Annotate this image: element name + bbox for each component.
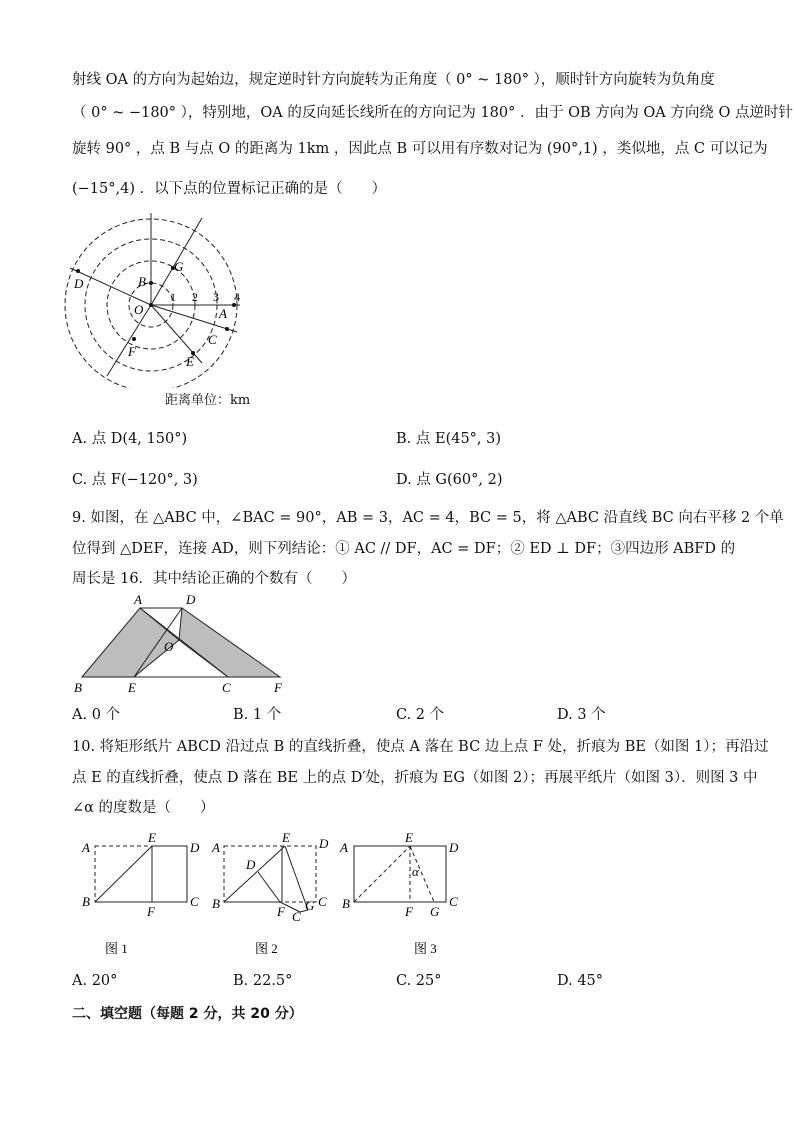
fig2-label-a: A (212, 840, 220, 855)
label-o: O (134, 302, 144, 317)
label-b: B (138, 274, 146, 289)
fig3-label-a: A (340, 840, 348, 855)
q9-option-c[interactable]: C. 2 个 (396, 707, 445, 723)
tick-1: 1 (170, 290, 176, 304)
label-c: C (208, 332, 217, 347)
q9-line-2: 位得到 △DEF，连接 AD，则下列结论：① AC // DF，AC = DF；② ED ⊥ DF；③四边形 ABFD 的 (72, 541, 736, 557)
q8-option-b[interactable]: B. 点 E(45°, 3) (396, 431, 502, 447)
fig2 (211, 830, 329, 956)
fig3 (339, 830, 459, 956)
fig3-label-c: C (449, 894, 458, 909)
fig2-label-c: C (318, 894, 327, 909)
q10-option-a[interactable]: A. 20° (72, 973, 118, 989)
q8-line-4: (−15°,4) ．以下点的位置标记正确的是（ ） (72, 181, 387, 197)
fig3-label-f: F (405, 904, 413, 919)
fig2-label-e: E (282, 830, 290, 845)
q8-line-2: （ 0° ~ −180° ），特别地，OA 的反向延长线所在的方向记为 180° ．由于 OB 方向为 OA 方向绕 O 点逆时针 (72, 105, 793, 121)
tick-3: 3 (213, 290, 219, 304)
fig1 (81, 830, 200, 956)
q9-line-3: 周长是 16．其中结论正确的个数有（ ） (72, 571, 357, 587)
fig3-label-alpha: α (412, 864, 419, 879)
fig2-label-d: D (319, 836, 329, 851)
q8-line-3: 旋转 90° ，点 B 与点 O 的距离为 1km ，因此点 B 可以用有序数对记为 (90°,1) ，类似地，点 C 可以记为 (72, 141, 768, 157)
q9-label-f: F (274, 680, 282, 695)
q9-label-c: C (222, 680, 231, 695)
q9-label-e: E (128, 680, 136, 695)
fig3-label-d: D (449, 840, 459, 855)
q8-figure-caption: 距离单位：km (165, 393, 251, 408)
q10-line-3: ∠α 的度数是（ ） (72, 800, 215, 816)
q9-label-o: O (164, 639, 174, 654)
q9-option-d[interactable]: D. 3 个 (557, 707, 606, 723)
fig2-label-cp: C (292, 909, 301, 924)
tick-2: 2 (192, 290, 198, 304)
q8-option-c[interactable]: C. 点 F(−120°, 3) (72, 472, 198, 488)
label-g: G (174, 259, 184, 274)
section-fill-in-heading: 二、填空题（每题 2 分，共 20 分） (72, 1006, 303, 1022)
fig1-label-a: A (82, 840, 90, 855)
fig3-label-g: G (430, 904, 440, 919)
q10-option-b[interactable]: B. 22.5° (233, 973, 293, 989)
label-d: D (74, 276, 84, 291)
fig1-label-d: D (190, 840, 200, 855)
q9-line-1: 9. 如图，在 △ABC 中，∠BAC = 90°，AB = 3，AC = 4，BC = 5，将 △ABC 沿直线 BC 向右平移 2 个单 (72, 510, 784, 526)
tick-4: 4 (234, 290, 240, 304)
label-e: E (186, 354, 194, 369)
q8-line-1: 射线 OA 的方向为起始边，规定逆时针方向旋转为正角度（ 0° ~ 180° ），顺时针方向旋转为负角度 (72, 72, 715, 88)
q8-option-a[interactable]: A. 点 D(4, 150°) (72, 431, 188, 447)
fig2-label-g: G (305, 898, 315, 913)
q10-option-d[interactable]: D. 45° (557, 973, 604, 989)
q8-option-d[interactable]: D. 点 G(60°, 2) (396, 472, 503, 488)
q9-translation-figure (72, 591, 292, 697)
fig2-label-dp: D (246, 857, 256, 872)
q10-line-2: 点 E 的直线折叠，使点 D 落在 BE 上的点 D′处，折痕为 EG（如图 2）；再展平纸片（如图 3）．则图 3 中 (72, 770, 758, 786)
q9-label-b: B (74, 680, 82, 695)
fig1-label-e: E (148, 830, 156, 845)
fig3-label-e: E (405, 830, 413, 845)
fig1-label-b: B (82, 894, 90, 909)
label-f: F (128, 344, 136, 359)
fig1-caption: 图 1 (105, 941, 128, 956)
q10-fold-figures (72, 826, 472, 961)
q10-line-1: 10. 将矩形纸片 ABCD 沿过点 B 的直线折叠，使点 A 落在 BC 边上点 F 处，折痕为 BE（如图 1）；再沿过 (72, 739, 769, 755)
fig2-label-f: F (277, 904, 285, 919)
ray-of (107, 305, 151, 376)
fig3-caption: 图 3 (414, 941, 437, 956)
q9-label-d: D (186, 592, 196, 607)
q9-option-b[interactable]: B. 1 个 (233, 707, 282, 723)
fig2-caption: 图 2 (255, 941, 278, 956)
q9-label-a: A (134, 592, 142, 607)
q10-option-c[interactable]: C. 25° (396, 973, 442, 989)
q9-option-a[interactable]: A. 0 个 (72, 707, 121, 723)
fig3-label-b: B (342, 896, 350, 911)
fig1-label-c: C (190, 894, 199, 909)
q8-polar-figure (62, 208, 262, 388)
fig2-label-b: B (212, 896, 220, 911)
fig1-label-f: F (147, 904, 155, 919)
label-a: A (219, 306, 227, 321)
